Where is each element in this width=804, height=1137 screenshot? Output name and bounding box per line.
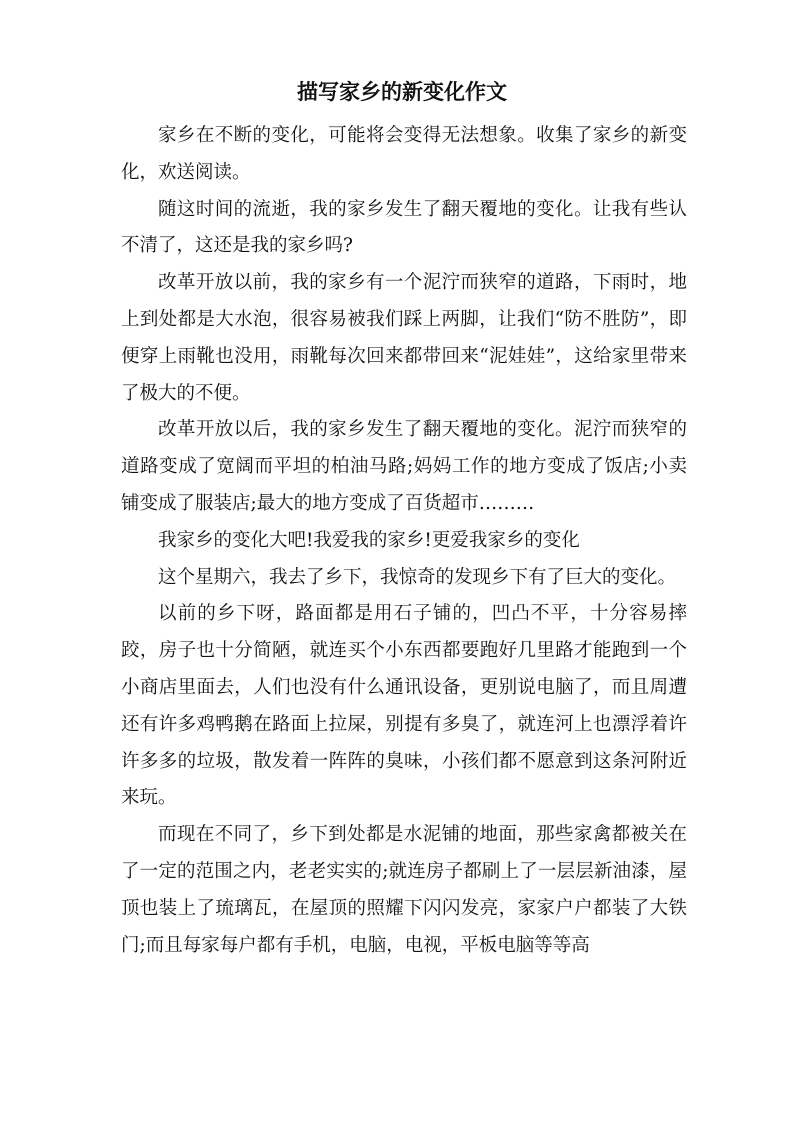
document-body [121, 118, 687, 964]
document-title: 描写家乡的新变化作文 [297, 80, 507, 104]
paragraph: 改革开放以后，我的家乡发生了翻天覆地的变化。泥泞而狭窄的道路变成了宽阔而平坦的柏油马路;妈妈工作的地方变成了饭店;小卖铺变成了服装店;最大的地方变成了百货超市……… [121, 419, 687, 514]
paragraph: 随这时间的流逝，我的家乡发生了翻天覆地的变化。让我有些认不清了，这还是我的家乡吗? [121, 198, 687, 257]
paragraph: 以前的乡下呀，路面都是用石子铺的，凹凸不平，十分容易摔跤，房子也十分简陋，就连买个小东西都要跑好几里路才能跑到一个小商店里面去，人们也没有什么通讯设备，更别说电脑了，而且周遭还有许多鸡鸭鹅在路面上拉屎，别提有多臭了，就连河上也漂浮着许许多多的垃圾，散发着一阵阵的臭味，小孩们都不愿意到这条河附近来玩。 [121, 603, 687, 809]
paragraph: 这个星期六，我去了乡下，我惊奇的发现乡下有了巨大的变化。 [158, 566, 677, 588]
paragraph: 家乡在不断的变化，可能将会变得无法想象。收集了家乡的新变化，欢送阅读。 [121, 125, 687, 183]
paragraph: 改革开放以前，我的家乡有一个泥泞而狭窄的道路，下雨时，地上到处都是大水泡，很容易被我们踩上两脚，让我们“防不胜防”，即便穿上雨靴也没用，雨靴每次回来都带回来“泥娃娃”，这给家里带来了极大的不便。 [121, 272, 687, 404]
paragraph: 我家乡的变化大吧!我爱我的家乡!更爱我家乡的变化 [158, 529, 580, 551]
paragraph: 而现在不同了，乡下到处都是水泥铺的地面，那些家禽都被关在了一定的范围之内，老老实实的;就连房子都刷上了一层层新油漆，屋顶也装上了琉璃瓦，在屋顶的照耀下闪闪发亮，家家户户都装了大铁门;而且每家每户都有手机，电脑，电视，平板电脑等等高 [121, 824, 687, 956]
